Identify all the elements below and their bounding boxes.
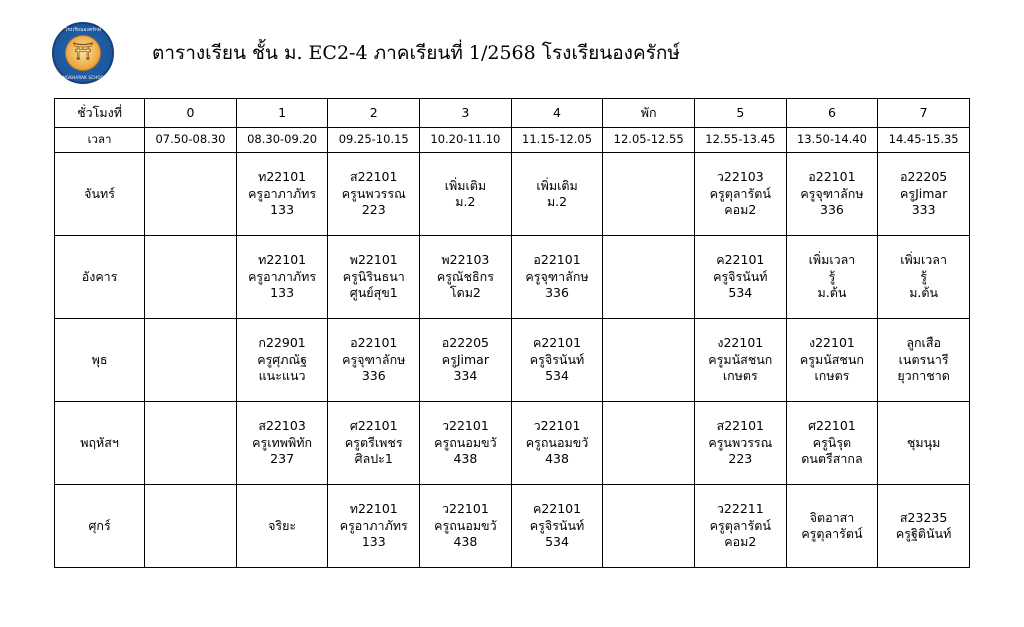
schedule-cell-line: เพิ่มเวลา [808,252,856,268]
time-slot-2: 09.25-10.15 [328,128,420,153]
schedule-cell-line: 334 [453,368,478,384]
logo-temple-glyph: ⛩ [72,42,94,63]
schedule-cell-line: ค22101 [716,252,765,268]
period-header-5: พัก [603,99,695,128]
period-header-6: 5 [694,99,786,128]
schedule-cell-line: 133 [361,534,386,550]
schedule-table [54,98,970,568]
schedule-cell-line: ครูจุฑาลักษ [800,185,864,201]
schedule-cell-line: 438 [453,451,478,467]
schedule-cell-line: ค22101 [532,501,582,517]
schedule-cell-line: ครูถนอมขวั [434,517,497,533]
schedule-cell [511,402,603,485]
schedule-row [55,402,970,485]
schedule-cell [145,236,237,319]
schedule-cell-line: ครูนพวรรณ [708,434,773,450]
time-slot-7: 13.50-14.40 [786,128,878,153]
schedule-cell [878,236,970,319]
schedule-cell [420,319,512,402]
schedule-cell-line: จริยะ [268,517,297,533]
schedule-cell-line: แนะแนว [258,368,306,384]
time-row-label: เวลา [55,128,145,153]
schedule-cell [694,319,786,402]
schedule-cell [420,402,512,485]
schedule-cell-line: เกษตร [814,368,850,384]
schedule-cell-line: 133 [270,285,295,301]
schedule-cell-line: ครูมนัสชนก [708,351,773,367]
schedule-cell-line: รู้ [828,268,836,284]
period-header-1: 1 [236,99,328,128]
time-slot-8: 14.45-15.35 [878,128,970,153]
page-title: ตารางเรียน ชั้น ม. EC2-4 ภาคเรียนที่ 1/2568 โรงเรียนองครักษ์ [152,42,680,64]
schedule-cell-line: ว22211 [716,501,764,517]
schedule-cell-line: ศ22101 [808,418,856,434]
day-label: พฤหัสฯ [55,402,145,485]
schedule-cell [786,402,878,485]
schedule-cell-line: ว22101 [533,418,581,434]
schedule-cell-line: ศูนย์สุข1 [349,285,398,301]
schedule-cell [511,485,603,568]
schedule-cell [878,485,970,568]
table-corner-label: ชั่วโมงที่ [55,99,145,128]
schedule-cell-line: 534 [728,285,753,301]
day-label: ศุกร์ [55,485,145,568]
schedule-cell-line: 534 [545,368,569,384]
schedule-cell [786,153,878,236]
schedule-cell-line: อ22101 [533,252,581,268]
schedule-cell [420,236,512,319]
schedule-cell-line: ม.ต้น [817,285,847,301]
schedule-cell [236,236,328,319]
schedule-cell-line: ท22101 [258,252,307,268]
schedule-cell-line: เพิ่มเติม [536,177,578,193]
schedule-cell-line: ครูศุภณัฐ [257,351,307,367]
schedule-cell-line: เพิ่มเติม [444,177,487,193]
schedule-cell [328,402,420,485]
schedule-cell-line: ครูณัชธิกร [436,268,494,284]
day-label: พุธ [55,319,145,402]
schedule-cell-line: 336 [361,368,386,384]
schedule-cell-line: ครูจิรนันท์ [529,351,585,367]
schedule-cell [511,319,603,402]
schedule-cell-line: 438 [545,451,569,467]
schedule-cell-line: ครูตุลารัตน์ [709,185,771,201]
schedule-cell [786,236,878,319]
period-header-7: 6 [786,99,878,128]
schedule-cell [236,319,328,402]
schedule-cell [694,485,786,568]
time-slot-3: 10.20-11.10 [420,128,512,153]
schedule-cell [145,153,237,236]
schedule-cell-line: ครูถนอมขวั [434,434,497,450]
schedule-cell-line: ง22101 [717,335,764,351]
schedule-cell-line: ว22101 [441,501,489,517]
schedule-cell-line: 333 [911,202,936,218]
schedule-cell-line: ม.ต้น [909,285,939,301]
schedule-cell [328,319,420,402]
logo-bottom-text: ONGKHARAK SCHOOL [59,75,107,80]
day-label: อังคาร [55,236,145,319]
period-header-8: 7 [878,99,970,128]
schedule-row [55,485,970,568]
time-slot-5: 12.05-12.55 [603,128,695,153]
schedule-cell [328,485,420,568]
period-header-row [55,99,970,128]
schedule-cell-line: ส22103 [258,418,306,434]
schedule-cell-line: ม.2 [546,194,568,209]
schedule-cell [694,153,786,236]
schedule-cell-line: ครูอาภาภัทร [339,517,408,533]
period-header-4: 4 [511,99,603,128]
schedule-cell-line: อ22101 [350,335,398,351]
schedule-cell [786,319,878,402]
schedule-cell-line: ครูนพวรรณ [341,185,406,201]
schedule-cell-line: ครูตุลารัตน์ [801,526,863,541]
schedule-cell-line: ค22101 [532,335,582,351]
schedule-cell-line: พ22103 [441,252,490,268]
schedule-cell [786,485,878,568]
schedule-cell-line: 237 [270,451,295,467]
schedule-cell-line: ครูอาภาภัทร [248,268,317,284]
schedule-cell [603,319,695,402]
schedule-cell-line: ส23235 [899,509,948,525]
schedule-row [55,153,970,236]
schedule-cell-line: ครูอาภาภัทร [248,185,317,201]
schedule-cell [236,402,328,485]
schedule-cell [694,236,786,319]
schedule-cell [328,153,420,236]
schedule-cell-line: ครูJimar [441,351,489,367]
page-header [0,0,1024,94]
schedule-cell [236,485,328,568]
schedule-cell-line: ครูจิรนันท์ [713,268,768,284]
schedule-cell [878,153,970,236]
schedule-cell [603,236,695,319]
schedule-cell [145,485,237,568]
schedule-cell [603,402,695,485]
time-slot-6: 12.55-13.45 [694,128,786,153]
schedule-cell-line: ชุมนุม [906,434,941,450]
schedule-cell-line: 534 [545,534,569,550]
schedule-cell [236,153,328,236]
schedule-cell-line: จิตอาสา [809,509,855,525]
schedule-cell-line: 438 [453,534,478,550]
schedule-cell-line: ครูนิรินธนา [342,268,405,284]
schedule-cell-line: อ22101 [808,169,856,185]
schedule-cell-line: เนตรนารี [898,351,949,367]
schedule-cell [511,236,603,319]
schedule-row [55,236,970,319]
schedule-cell-line: 133 [270,202,295,218]
schedule-cell-line: ก22901 [258,335,306,351]
schedule-cell [328,236,420,319]
period-header-0: 0 [145,99,237,128]
schedule-cell-line: ครูถนอมขวั [525,434,589,450]
schedule-cell [145,402,237,485]
schedule-cell-line: 336 [820,202,844,218]
period-header-2: 2 [328,99,420,128]
schedule-cell [511,153,603,236]
schedule-row [55,319,970,402]
schedule-cell-line: อ22205 [899,169,948,185]
schedule-cell [603,485,695,568]
time-slot-4: 11.15-12.05 [511,128,603,153]
schedule-cell-line: ท22101 [349,501,398,517]
schedule-cell-line: ส22101 [350,169,398,185]
time-slot-1: 08.30-09.20 [236,128,328,153]
schedule-cell-line: เพิ่มเวลา [900,252,947,268]
schedule-cell-line: ครูตรีเพชร [344,434,403,450]
schedule-cell-line: ส22101 [716,418,764,434]
schedule-cell-line: ครูจิรนันท์ [529,517,585,533]
schedule-cell-line: ครูJimar [900,185,948,201]
schedule-cell-line: ลูกเสือ [906,335,941,351]
schedule-cell-line: ครูฐิตินันท์ [895,526,952,541]
schedule-cell-line: เกษตร [722,368,758,384]
schedule-cell-line: ว22103 [716,169,764,185]
schedule-cell-line: อ22205 [441,335,490,351]
schedule-cell [420,153,512,236]
schedule-cell-line: คอม2 [724,202,757,218]
schedule-cell-line: ท22101 [258,169,307,185]
schedule-cell [878,319,970,402]
schedule-cell-line: ดนตรีสากล [801,451,863,467]
schedule-cell [694,402,786,485]
logo-top-text: โรงเรียนองครักษ์ [64,28,102,33]
schedule-cell-line: ยุวกาชาด [897,368,950,384]
schedule-cell-line: โดม2 [449,285,481,301]
schedule-cell-line: ครูจุฑาลักษ [525,268,589,284]
schedule-cell-line: ศิลปะ1 [354,451,393,467]
schedule-cell-line: ครูนิรุต [812,434,852,450]
period-header-3: 3 [420,99,512,128]
schedule-cell-line: ง22101 [809,335,855,351]
schedule-cell-line: 336 [545,285,569,301]
schedule-cell-line: คอม2 [724,534,757,550]
schedule-cell-line: พ22101 [349,252,398,268]
schedule-cell-line: ครูตุลารัตน์ [709,517,771,533]
day-label: จันทร์ [55,153,145,236]
schedule-cell-line: 223 [361,202,386,218]
schedule-cell [603,153,695,236]
school-logo-icon [52,22,114,84]
schedule-cell [878,402,970,485]
schedule-cell-line: ว22101 [441,418,489,434]
schedule-cell-line: รู้ [920,268,927,284]
time-slot-0: 07.50-08.30 [145,128,237,153]
schedule-cell [145,319,237,402]
schedule-cell-line: 223 [728,451,753,467]
time-row [55,128,970,153]
schedule-cell-line: ครูจุฑาลักษ [342,351,406,367]
schedule-cell-line: ครูเทพพิทัก [252,434,313,450]
schedule-cell-line: ศ22101 [349,418,398,434]
schedule-cell [420,485,512,568]
schedule-cell-line: ม.2 [455,194,476,209]
schedule-cell-line: ครูมนัสชนก [799,351,864,367]
